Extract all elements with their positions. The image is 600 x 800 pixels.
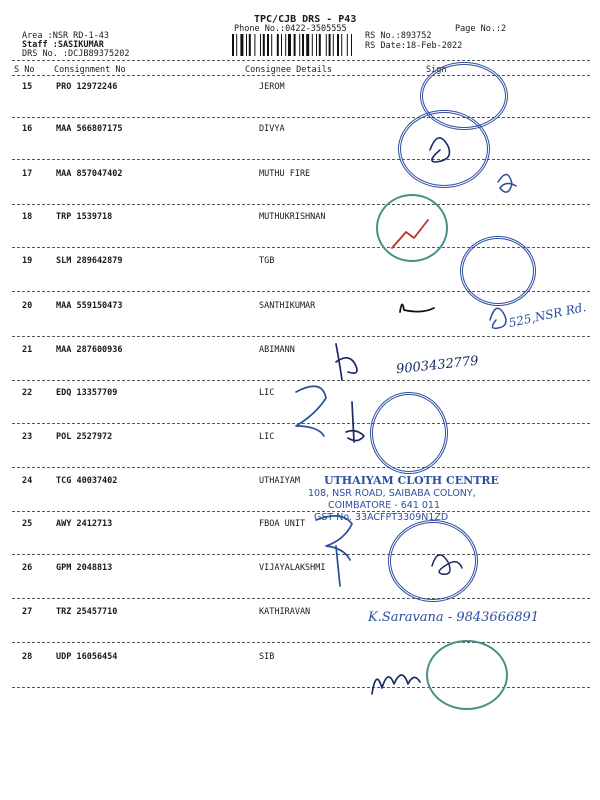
handwritten-receiver-note: K.Saravana - 9843666891 xyxy=(368,610,540,625)
row-consignment-number: MAA 559150473 xyxy=(56,301,123,311)
stamp-gst-number: GST No. 33ACFPT3309N1ZD xyxy=(314,512,449,523)
row-consignee-name: FBOA UNIT xyxy=(259,519,306,529)
row-serial-number: 22 xyxy=(22,388,33,398)
handwritten-address-note: 525,NSR Rd. xyxy=(507,299,588,331)
row-consignee-name: UTHAIYAM xyxy=(259,476,300,486)
row-consignee-name: MUTHU FIRE xyxy=(259,169,311,179)
row-serial-number: 21 xyxy=(22,345,33,355)
row-serial-number: 26 xyxy=(22,563,33,573)
row-serial-number: 24 xyxy=(22,476,33,486)
row-serial-number: 20 xyxy=(22,301,33,311)
stamp-address-line2: COIMBATORE - 641 011 xyxy=(328,500,441,511)
drs-number: DRS No. :DCJB89375202 xyxy=(22,49,130,59)
row-serial-number: 17 xyxy=(22,169,33,179)
row-serial-number: 23 xyxy=(22,432,33,442)
page-number: Page No.:2 xyxy=(455,24,507,34)
row-consignee-name: ABIMANN xyxy=(259,345,295,355)
row-consignment-number: TCG 40037402 xyxy=(56,476,118,486)
rs-number: RS No.:893752 xyxy=(365,31,432,41)
row-consignment-number: SLM 289642879 xyxy=(56,256,123,266)
handwritten-phone-number: 9003432779 xyxy=(395,353,480,378)
stamp-address-line1: 108, NSR ROAD, SAIBABA COLONY, xyxy=(308,488,476,499)
row-consignment-number: UDP 16056454 xyxy=(56,652,118,662)
row-consignment-number: TRZ 25457710 xyxy=(56,607,118,617)
col-header-consignment: Consignment No xyxy=(54,65,126,75)
row-serial-number: 25 xyxy=(22,519,33,529)
row-consignee-name: DIVYA xyxy=(259,124,285,134)
row-consignment-number: MAA 566807175 xyxy=(56,124,123,134)
row-consignment-number: GPM 2048813 xyxy=(56,563,113,573)
row-consignment-number: PRO 12972246 xyxy=(56,82,118,92)
row-serial-number: 15 xyxy=(22,82,33,92)
row-consignee-name: SIB xyxy=(259,652,275,662)
row-consignee-name: LIC xyxy=(259,388,275,398)
row-consignee-name: KATHIRAVAN xyxy=(259,607,311,617)
row-consignment-number: MAA 287600936 xyxy=(56,345,123,355)
col-header-sno: S No xyxy=(14,65,35,75)
row-consignee-name: VIJAYALAKSHMI xyxy=(259,563,326,573)
row-serial-number: 27 xyxy=(22,607,33,617)
row-consignee-name: TGB xyxy=(259,256,275,266)
row-consignee-name: SANTHIKUMAR xyxy=(259,301,316,311)
document-title: TPC/CJB DRS - P43 xyxy=(254,14,357,25)
stamp-company-name: UTHAIYAM CLOTH CENTRE xyxy=(324,474,499,487)
phone-number: Phone No.:0422-3505555 xyxy=(234,24,347,34)
row-serial-number: 19 xyxy=(22,256,33,266)
row-consignment-number: TRP 1539718 xyxy=(56,212,113,222)
staff-label: Staff :SASIKUMAR xyxy=(22,40,104,50)
rs-date: RS Date:18-Feb-2022 xyxy=(365,41,463,51)
col-header-consignee: Consignee Details xyxy=(245,65,332,75)
row-serial-number: 28 xyxy=(22,652,33,662)
col-header-sign: Sign xyxy=(426,65,447,75)
row-consignment-number: AWY 2412713 xyxy=(56,519,113,529)
row-serial-number: 18 xyxy=(22,212,33,222)
row-consignment-number: POL 2527972 xyxy=(56,432,113,442)
row-consignment-number: EDQ 13357709 xyxy=(56,388,118,398)
row-consignee-name: JEROM xyxy=(259,82,285,92)
row-consignee-name: MUTHUKRISHNAN xyxy=(259,212,326,222)
area-label: Area :NSR RD-1-43 xyxy=(22,31,109,41)
row-consignment-number: MAA 857047402 xyxy=(56,169,123,179)
row-serial-number: 16 xyxy=(22,124,33,134)
row-consignee-name: LIC xyxy=(259,432,275,442)
